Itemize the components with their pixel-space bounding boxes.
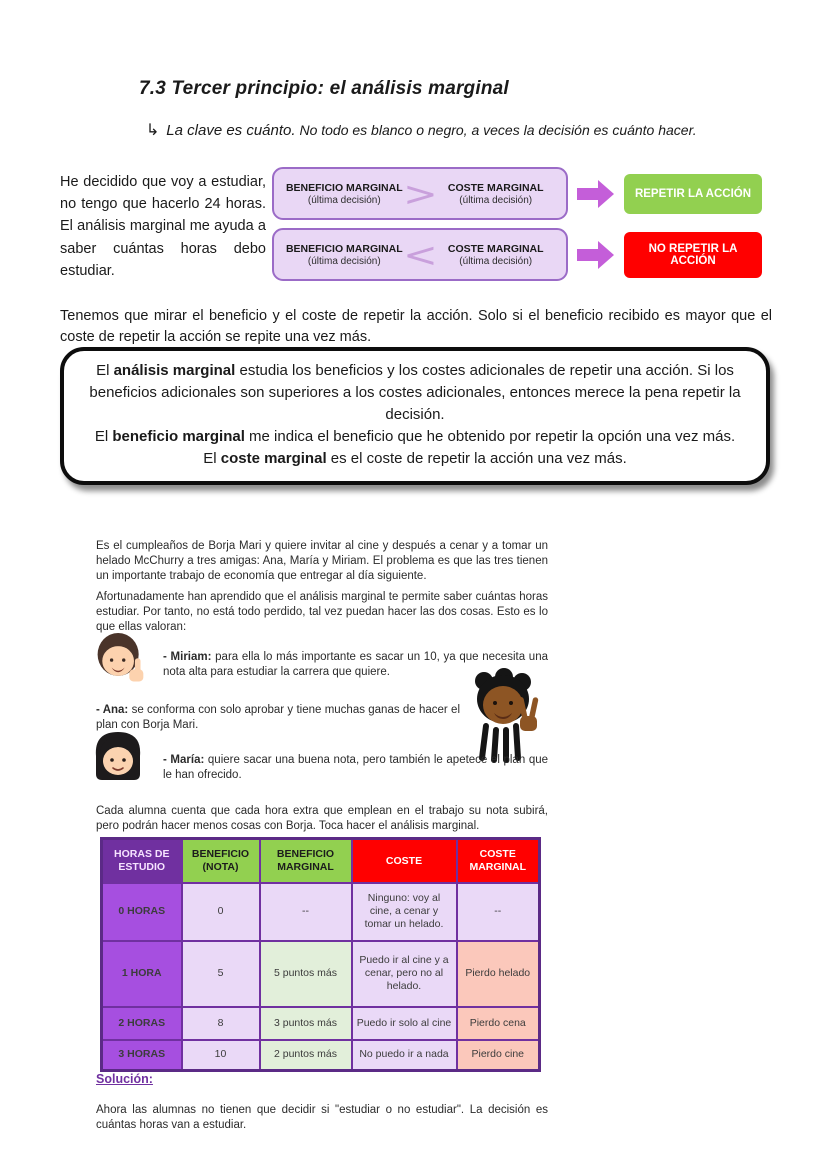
subtitle-lead: La clave es cuánto. [166, 122, 296, 139]
character-ana: - Ana: se conforma con solo aprobar y tiene muchas ganas de hacer el plan con Borja Mari. [96, 703, 461, 731]
marginal-analysis-table [100, 837, 541, 1072]
subtitle [146, 120, 697, 140]
definition-box [60, 347, 770, 485]
subtitle-rest: No todo es blanco o negro, a veces la decisión es cuánto hacer. [295, 122, 697, 138]
header-beneficio-marginal: BENEFICIO MARGINAL [260, 839, 352, 883]
marginal-cost-label: COSTE MARGINAL (última decisión) [447, 242, 544, 267]
definition-coste-marginal: El coste marginal es el coste de repetir la acción una vez más. [203, 450, 627, 467]
arrow-right-icon [577, 179, 615, 209]
definition-beneficio-marginal: El beneficio marginal me indica el beneficio que he obtenido por repetir la opción una vez más. [94, 428, 736, 445]
miriam-thumbs-up-emoji [92, 630, 148, 692]
marginal-benefit-label: BENEFICIO MARGINAL (última decisión) [285, 181, 403, 206]
greater-than-icon: > [402, 173, 438, 214]
solution-heading: Solución: [96, 1072, 153, 1086]
comparison-box [272, 167, 568, 220]
diagram-row-no-repeat [272, 228, 772, 281]
no-repeat-action-box: NO REPETIR LA ACCIÓN [624, 232, 762, 278]
header-beneficio-nota: BENEFICIO (NOTA) [182, 839, 260, 883]
table-row: 1 HORA 5 5 puntos más Puedo ir al cine y a cenar, pero no al helado. Pierdo helado [102, 941, 540, 1007]
arrow-right-icon [577, 240, 615, 270]
marginal-analysis-diagram [272, 167, 772, 281]
header-coste: COSTE [352, 839, 457, 883]
repeat-action-box: REPETIR LA ACCIÓN [624, 174, 762, 214]
definition-analisis-marginal: El análisis marginal estudia los beneficios y los costes adicionales de repetir una acción. Si los beneficios adicionales son superiores a los costes adicionales, entonces merece la pena repetir la decisión. [89, 362, 741, 423]
page-title: 7.3 Tercer principio: el análisis marginal [139, 78, 509, 99]
character-maria: - María: quiere sacar una buena nota, pero también le apetece el plan que le han ofrecido. [163, 753, 549, 781]
table-row: 2 HORAS 8 3 puntos más Puedo ir solo al cine Pierdo cena [102, 1007, 540, 1040]
character-miriam: - Miriam: para ella lo más importante es sacar un 10, ya que necesita una nota alta para estudiar la carrera que quiere. [163, 650, 548, 678]
marginal-cost-label: COSTE MARGINAL (última decisión) [447, 181, 544, 206]
diagram-row-repeat [272, 167, 772, 220]
header-coste-marginal: COSTE MARGINAL [457, 839, 540, 883]
intro-paragraph: He decidido que voy a estudiar, no tengo que hacerlo 24 horas. El análisis marginal me ayuda a saber cuántas horas debo estudiar. [60, 173, 266, 280]
table-header-row [102, 839, 540, 883]
story-paragraph-3: Cada alumna cuenta que cada hora extra que emplean en el trabajo su nota subirá, pero podrán hacer menos cosas con Borja. Toca hacer el análisis marginal. [96, 804, 548, 832]
story-paragraph-2: Afortunadamente han aprendido que el análisis marginal te permite saber cuántas horas estudiar. Por tanto, no está todo perdido, tal vez puedan hacer las dos cosas. Esto es lo que ellas valoran: [96, 590, 548, 633]
table-row: 0 HORAS 0 -- Ninguno: voy al cine, a cenar y tomar un helado. -- [102, 883, 540, 941]
story-paragraph-1: Es el cumpleaños de Borja Mari y quiere invitar al cine y después a cenar y a tomar un helado McChurry a tres amigas: Ana, María y Miriam. El problema es que las tres tienen un importante trabajo de economía que entregar al día siguiente. [96, 539, 548, 582]
followup-paragraph: Tenemos que mirar el beneficio y el coste de repetir la acción. Solo si el beneficio recibido es mayor que el coste de repetir la acción se repite una vez más. [60, 307, 772, 345]
maria-bob-hair-emoji [90, 726, 146, 788]
marginal-benefit-label: BENEFICIO MARGINAL (última decisión) [285, 242, 403, 267]
table-row: 3 HORAS 10 2 puntos más No puedo ir a nada Pierdo cine [102, 1040, 540, 1071]
less-than-icon: < [402, 234, 438, 275]
down-right-arrow-icon: ↳ [146, 122, 160, 139]
solution-paragraph: Ahora las alumnas no tienen que decidir si "estudiar o no estudiar". La decisión es cuántas horas van a estudiar. [96, 1103, 548, 1131]
ana-peace-sign-emoji [460, 668, 548, 763]
comparison-box [272, 228, 568, 281]
header-horas-de-estudio: HORAS DE ESTUDIO [102, 839, 182, 883]
